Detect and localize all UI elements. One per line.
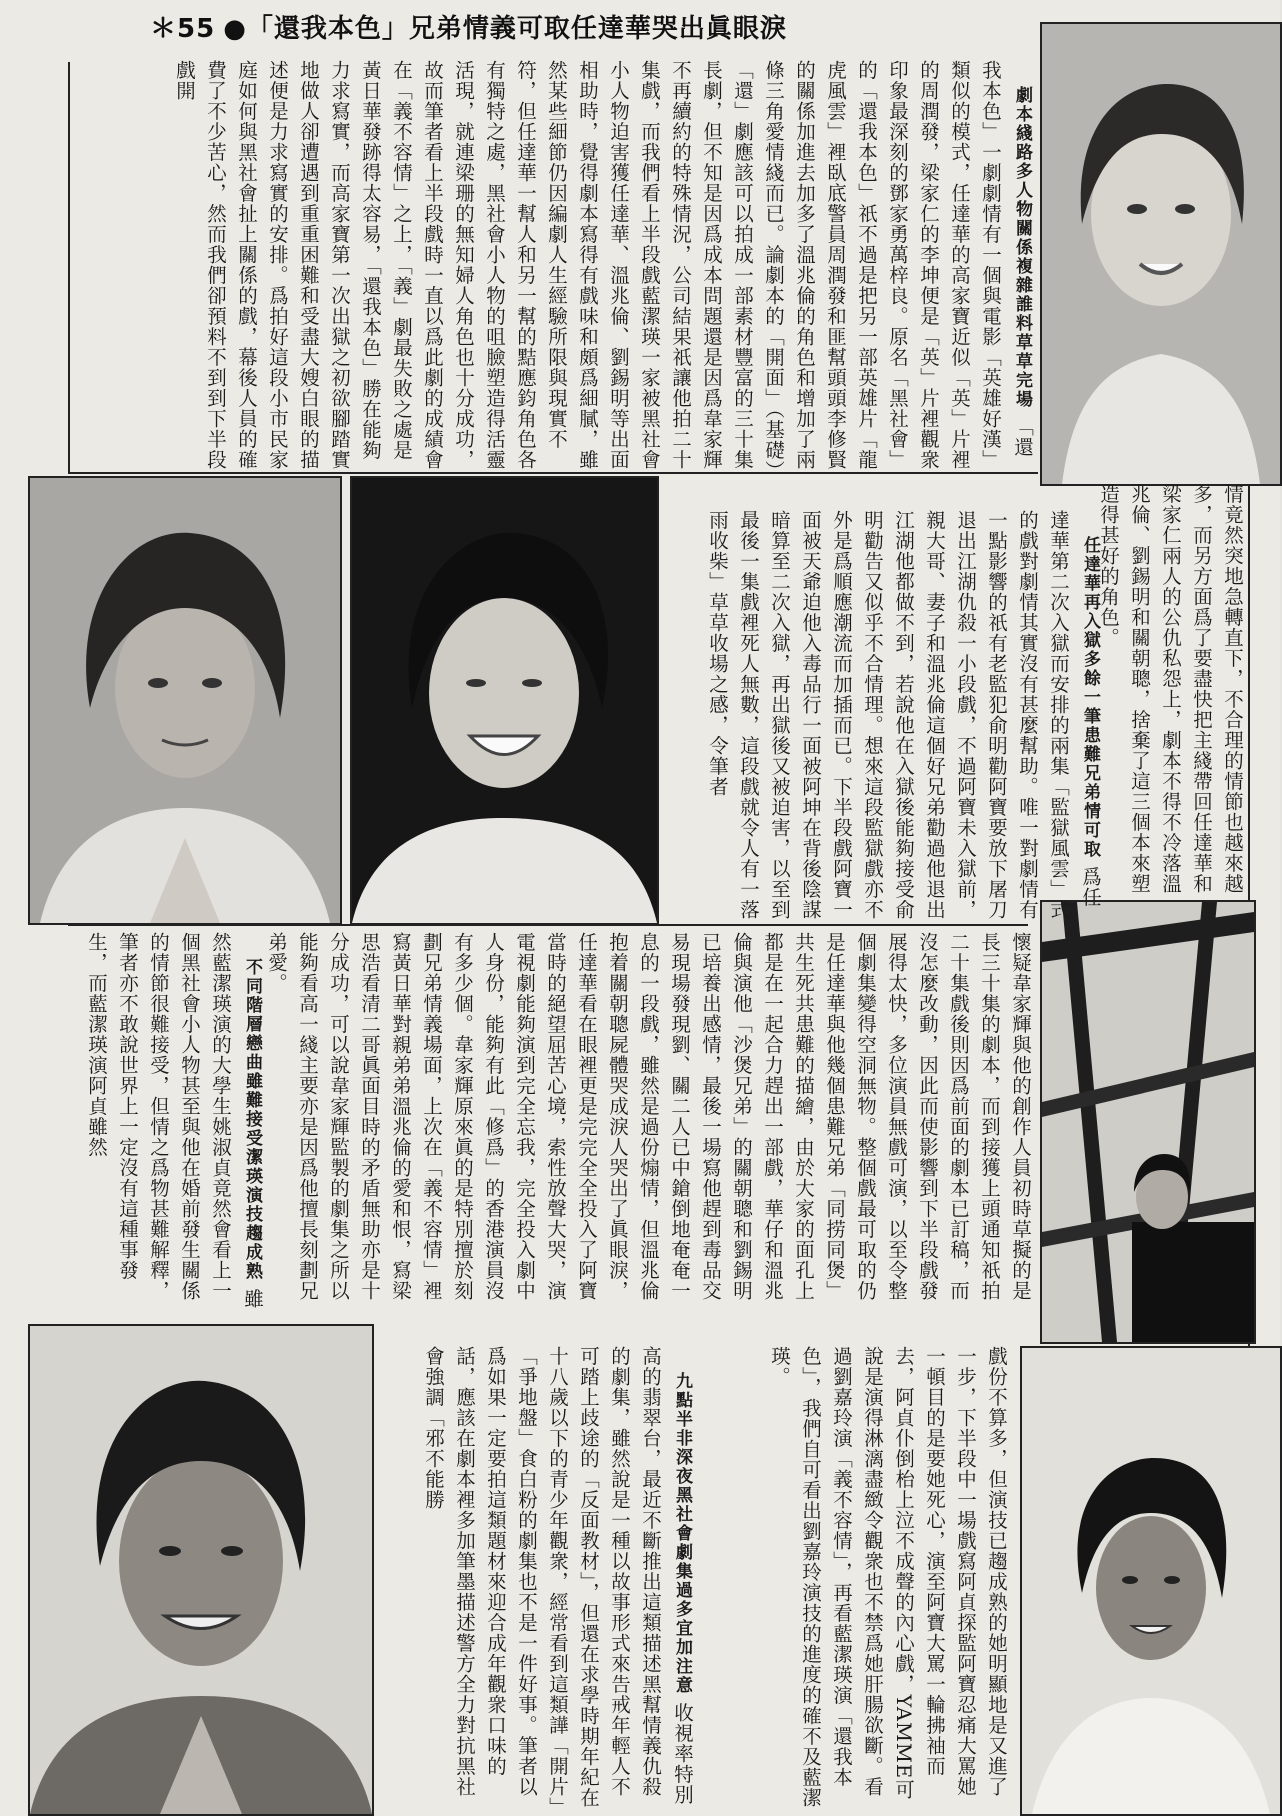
section-headline: 九點半非深夜黑社會劇集過多宜加注意 [672, 1372, 692, 1695]
section-rule [68, 472, 1038, 474]
article-block-4 [265, 932, 1036, 1320]
portrait-image [1022, 1348, 1280, 1814]
article-block-3 [660, 510, 1106, 920]
section-headline: 不同階層戀曲雖難接受潔瑛演技趨成熟 [242, 958, 262, 1281]
portrait-image [30, 1326, 372, 1814]
article-body: 戲份不算多，但演技已趨成熟的她明顯地是又進了一步，下半段中一場戲寫阿貞探監阿寶忍痛大罵她一頓目的是要她死心，演至阿寶大罵一輪拂袖而去，阿貞仆倒枱上泣不成聲的內心戲，YAMME可說是演得淋漓盡緻令觀衆也不禁爲她肝腸欲斷。看過劉嘉玲演「義不容情」，再看藍潔瑛演「還我本色」，我們自可看出劉嘉玲演技的進度的確不及藍潔瑛。 [768, 1346, 1008, 1808]
photo-woman-short-hair [1020, 1346, 1282, 1816]
page-number: ＊55 [150, 14, 216, 44]
portrait-image [1042, 24, 1280, 484]
article-body: 「還我本色」一劇劇情有一個與電影「英雄好漢」類似的模式，任達華的高家寶近似「英」片裡的周潤發，梁家仁的李坤便是「英」片裡觀衆印象最深刻的鄧家勇萬梓良。原名「黑社會」的「還我本色」祇不過是把另一部英雄片「龍虎風雲」裡臥底警員周潤發和匪幫頭頭李修賢的關係加進去加多了溫兆倫的角色和增加了兩條三角愛情綫而已。論劇本的「開面」（基礎）「還」劇應該可以拍成一部素材豐富的三十集長劇，但不知是因爲成本問題還是因爲韋家輝不再續約的特殊情況，公司結果祇讓他拍二十集戲，而我們看上半段戲藍潔瑛一家被黑社會小人物迫害獲任達華、溫兆倫、劉錫明等出面相助時，覺得劇本寫得有戲味和頗爲細膩，雖然某些細節仍因編劇人生經驗所限與現實不符，但任達華一幫人和另一幫的黠應鈞角色各有獨特之處，黑社會小人物的咀臉塑造得活靈活現，就連梁珊的無知婦人角色也十分成功，故而筆者看上半段戲時一直以爲此劇的成績會在「義不容情」之上，「義」劇最失敗之處是黃日華發跡得太容易，「還我本色」勝在能夠力求寫實，而高家寶第一次出獄之初欲腳踏實地做人卻遭遇到重重困難和受盡大嫂白眼的描述便是力求寫實的安排。爲拍好這段小市民家庭如何與黑社會扯上關係的戲，幕後人員的確費了不少苦心，然而我們卻預料不到到下半段戲開 [173, 60, 1034, 471]
article-block-5 [72, 932, 268, 1320]
article-block-1 [72, 60, 1038, 472]
page-title: ●「還我本色」兄弟情義可取任達華哭出眞眼淚 [223, 14, 787, 44]
photo-woman-smiling [1040, 22, 1282, 486]
photo-man-steel-structure [1040, 900, 1256, 1344]
article-block-6 [700, 1346, 1012, 1812]
portrait-image [30, 478, 340, 923]
photo-man-patterned-shirt [28, 1324, 374, 1816]
article-body: 雖然藍潔瑛演的大學生姚淑貞竟然會看上一個黑社會小人物甚至與他在婚前發生關係的情節很難接受，但情之爲物甚難解釋，筆者亦不敢說世界上一定沒有這種事發生，而藍潔瑛演阿貞雖然 [85, 932, 264, 1309]
article-body: 懷疑韋家輝與他的創作人員初時草擬的是長三十集的劇本，而到接獲上頭通知祇拍二十集戲後則因爲前面的劇本已訂稿，而沒怎麼改動，因此而使影響到下半段戲發展得太快，多位演員無戲可演，以至令整個劇集變得空洞無物。整個戲最可取的仍是任達華與他幾個患難兄弟「同捞同煲」共生死共患難的描繪，由於大家的面孔上都是在一起合力趕出一部戲，華仔和溫兆倫與演他「沙煲兄弟」的關朝聰和劉錫明已培養出感情，最後一場寫他趕到毒品交易現場發現劉、關二人已中鎗倒地奄奄一息的一段戲，雖然是過份煽情，但溫兆倫抱着關朝聰屍體哭成淚人哭出了眞眼淚，任達華看在眼裡更是完完全全投入了阿寶當時的絕望屈苦心境，索性放聲大哭，演電視劇能夠演到完全忘我，完全投入劇中人身份，能夠有此「修爲」的香港演員沒有多少個。韋家輝原來眞的是特別擅於刻劃兄弟情義場面，上次在「義不容情」裡寫黃日華對親弟弟溫兆倫的愛和恨，寫梁思浩看清二哥眞面目時的矛盾無助亦是十分成功，可以說韋家輝監製的劇集之所以能夠看高一綫主要亦是因爲他擅長刻劃兄弟愛。 [265, 932, 1032, 1301]
scene-image [1042, 902, 1254, 1342]
article-body: 收視率特別高的翡翠台，最近不斷推出這類描述黑幫情義仇殺的劇集，雖然說是一種以故事形式來告戒年輕人不可踏上歧途的「反面教材」，但還在求學時期年紀在十八歲以下的青少年觀衆，經常看到這類譁「開片」「爭地盤」食白粉的劇集也不是一件好事。筆者以爲如果一定要拍這類題材來迎合成年觀衆口味的話，應該在劇本裡多加筆墨描述警方全力對抗黑社會強調「邪不能勝 [422, 1346, 694, 1808]
photo-woman-laughing [350, 476, 659, 925]
section-headline: 任達華再入獄多餘一筆患難兄弟情可取 [1080, 536, 1100, 859]
portrait-image [352, 478, 657, 923]
article-body: 情竟然突地急轉直下，不合理的情節也越來越多，而另方面爲了要盡快把主綫帶回任達華和梁家仁兩人的公仇私怨上，劇本不得不冷落溫兆倫、劉錫明和關朝聰，捨棄了這三個本來塑造得甚好的角色。 [1097, 484, 1244, 894]
photo-woman-curly-hair [28, 476, 342, 925]
article-body: 爲任達華第二次入獄而安排的兩集「監獄風雲」式的戲對劇情其實沒有甚麼幫助。唯一對劇情有一點影響的祇有老監犯俞明勸阿寶要放下屠刀退出江湖仇殺一小段戲，不過阿寶未入獄前，親大哥、妻子和溫兆倫這個好兄弟勸過他退出江湖他都做不到，若說他在入獄後能夠接受俞明勸告又似乎不合情理。想來這段監獄戲亦不外是爲順應潮流而加插而已。下半段戲阿寶一面被天爺迫他入毒品行一面被阿坤在背後陰謀暗算至二次入獄，再出獄後又被迫害，以至到最後一集戲裡死人無數，這段戲就令人有一落雨收柴」草草收場之感，令筆者 [706, 510, 1102, 920]
article-block-7 [380, 1346, 698, 1812]
column-rule [68, 62, 70, 474]
section-headline: 劇本綫路多人物關係複雜誰料草草完場 [1012, 86, 1032, 409]
article-block-2 [1097, 484, 1248, 896]
page-headline [150, 8, 787, 45]
